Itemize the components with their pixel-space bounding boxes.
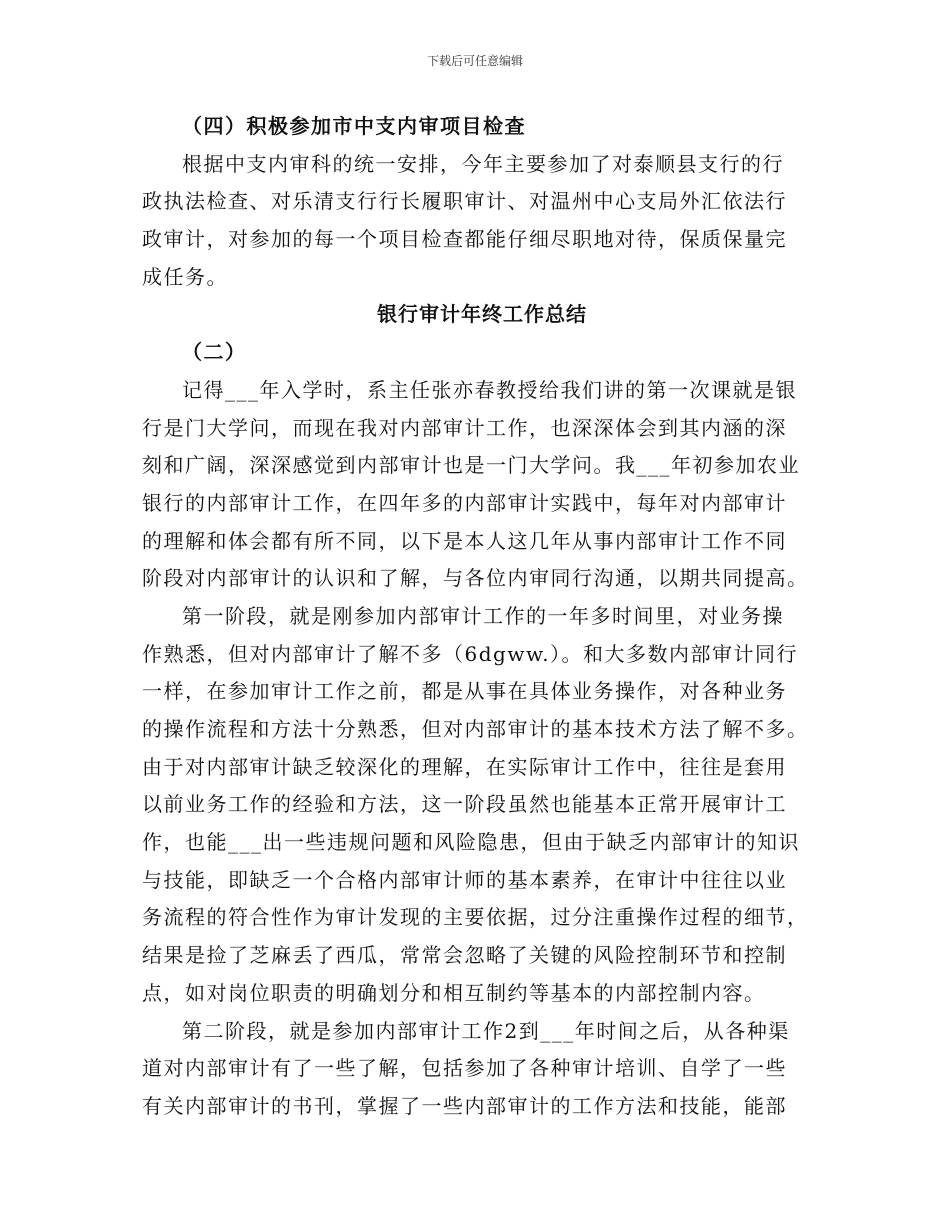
paragraph-line: 的操作流程和方法十分熟悉，但对内部审计的基本技术方法了解不多。	[142, 717, 809, 741]
paragraph-line: 行是门大学问，而现在我对内部审计工作，也深深体会到其内涵的深	[142, 415, 787, 440]
paragraph-line: 银行的内部审计工作，在四年多的内部审计实践中，每年对内部审计	[142, 490, 787, 515]
paragraph-line: 点，如对岗位职责的明确划分和相互制约等基本的内部控制内容。	[142, 980, 766, 1005]
paragraph-line: 政执法检查、对乐清支行行长履职审计、对温州中心支局外汇依法行	[142, 189, 787, 214]
paragraph-line: 作熟悉，但对内部审计了解不多（6dgww.）。和大多数内部审计同行	[142, 641, 799, 666]
paragraph-line: 务流程的符合性作为审计发现的主要依据，过分注重操作过程的细节，	[142, 905, 809, 930]
paragraph-line: 刻和广阔，深深感觉到内部审计也是一门大学问。我___年初参加农业	[142, 453, 800, 478]
paragraph-line: 政审计，对参加的每一个项目检查都能仔细尽职地对待，保质保量完	[142, 227, 787, 252]
document-title: 银行审计年终工作总结	[377, 302, 587, 327]
paragraph-line: 阶段对内部审计的认识和了解，与各位内审同行沟通，以期共同提高。	[142, 566, 809, 591]
paragraph-line: 以前业务工作的经验和方法，这一阶段虽然也能基本正常开展审计工	[142, 792, 787, 817]
paragraph-line: 与技能，即缺乏一个合格内部审计师的基本素养，在审计中往往以业	[142, 867, 787, 892]
paragraph-line: 第二阶段，就是参加内部审计工作2到___年时间之后，从各种渠	[182, 1018, 790, 1043]
paragraph-line: 根据中支内审科的统一安排，今年主要参加了对泰顺县支行的行	[182, 151, 784, 176]
paragraph-line: 道对内部审计有了一些了解，包括参加了各种审计培训、自学了一些	[142, 1056, 787, 1081]
paragraph-line: 记得___年入学时，系主任张亦春教授给我们讲的第一次课就是银	[182, 377, 797, 402]
page-header: 下载后可任意编辑	[426, 54, 523, 68]
paragraph-line: 有关内部审计的书刊，掌握了一些内部审计的工作方法和技能，能部	[142, 1093, 787, 1118]
section-heading: （二）	[182, 340, 247, 365]
paragraph-line: 成任务。	[142, 264, 228, 289]
section-heading: （四）积极参加市中支内审项目检查	[182, 114, 526, 138]
document-body	[142, 108, 822, 1126]
paragraph-line: 结果是捡了芝麻丢了西瓜，常常会忽略了关键的风险控制环节和控制	[142, 943, 787, 968]
paragraph-line: 作，也能___出一些违规问题和风险隐患，但由于缺乏内部审计的知识	[142, 830, 800, 855]
paragraph-line: 一样，在参加审计工作之前，都是从事在具体业务操作，对各种业务	[142, 679, 787, 704]
paragraph-line: 由于对内部审计缺乏较深化的理解，在实际审计工作中，往往是套用	[142, 754, 787, 779]
paragraph-line: 的理解和体会都有所不同，以下是本人这几年从事内部审计工作不同	[142, 528, 787, 553]
paragraph-line: 第一阶段，就是刚参加内部审计工作的一年多时间里，对业务操	[182, 603, 784, 628]
